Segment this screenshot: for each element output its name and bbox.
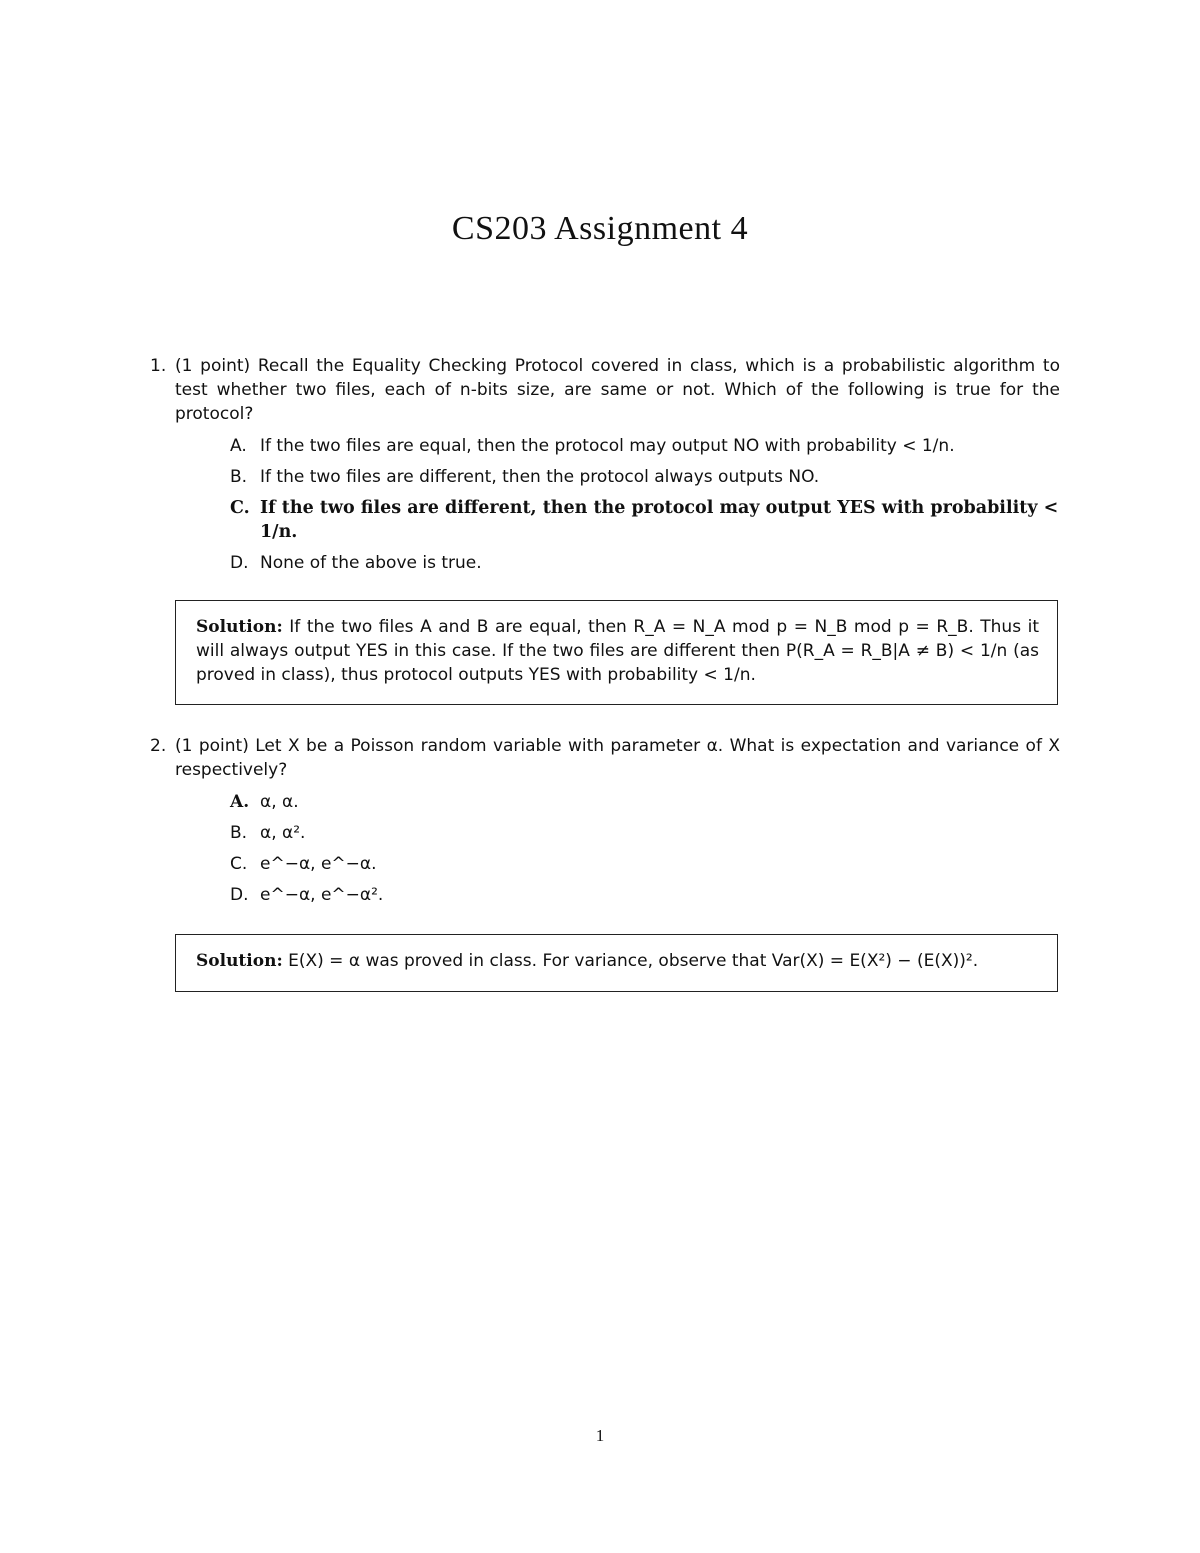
solution-label: Solution: [196, 617, 283, 637]
option-list [230, 790, 1060, 907]
option-text: If the two files are different, then the protocol may output YES with probability < 1/n. [260, 498, 1059, 542]
option-label: D. [230, 553, 249, 573]
solution-text: If the two files A and B are equal, then R_A = N_A mod p = N_B mod p = R_B. Thus it will always output YES in this case. If the two files are different then P(R_A = R_B|A ≠ B) < 1/n (as proved in class), thus protocol outputs YES with probability < 1/n. [196, 617, 1039, 685]
option-d [230, 551, 1060, 575]
option-label: D. [230, 885, 249, 905]
solution-box-2 [175, 934, 1058, 992]
option-text: e^−α, e^−α². [260, 885, 384, 905]
option-label: C. [230, 854, 248, 874]
option-label: B. [230, 823, 248, 843]
solution-text: E(X) = α was proved in class. For variance, observe that Var(X) = E(X²) − (E(X))². [288, 951, 979, 971]
option-a [230, 434, 1060, 458]
option-text: α, α. [260, 792, 299, 812]
option-label: B. [230, 467, 248, 487]
option-b [230, 465, 1060, 489]
option-label: C. [230, 498, 250, 518]
solution-label: Solution: [196, 951, 283, 971]
option-c [230, 852, 1060, 876]
solution-box-1 [175, 600, 1058, 705]
option-label: A. [230, 436, 247, 456]
option-text: If the two files are equal, then the protocol may output NO with probability < 1/n. [260, 436, 955, 456]
option-a-correct [230, 790, 1060, 814]
question-number: 2. [150, 736, 167, 756]
question-number: 1. [150, 356, 167, 376]
question-1 [150, 354, 1060, 582]
question-text: (1 point) Let X be a Poisson random variable with parameter α. What is expectation and variance of X respectively? [175, 736, 1060, 780]
option-c-correct [230, 496, 1060, 544]
option-text: None of the above is true. [260, 553, 482, 573]
option-text: If the two files are different, then the protocol always outputs NO. [260, 467, 820, 487]
option-text: α, α². [260, 823, 306, 843]
page-number: 1 [595, 1426, 605, 1445]
option-text: e^−α, e^−α. [260, 854, 377, 874]
page-title: CS203 Assignment 4 [451, 210, 749, 247]
option-d [230, 883, 1060, 907]
question-text: (1 point) Recall the Equality Checking Protocol covered in class, which is a probabilistic algorithm to test whether two files, each of n-bits size, are same or not. Which of the following is true for the protocol? [175, 356, 1060, 424]
option-label: A. [230, 792, 250, 812]
question-2 [150, 734, 1060, 914]
option-list [230, 434, 1060, 575]
option-b [230, 821, 1060, 845]
